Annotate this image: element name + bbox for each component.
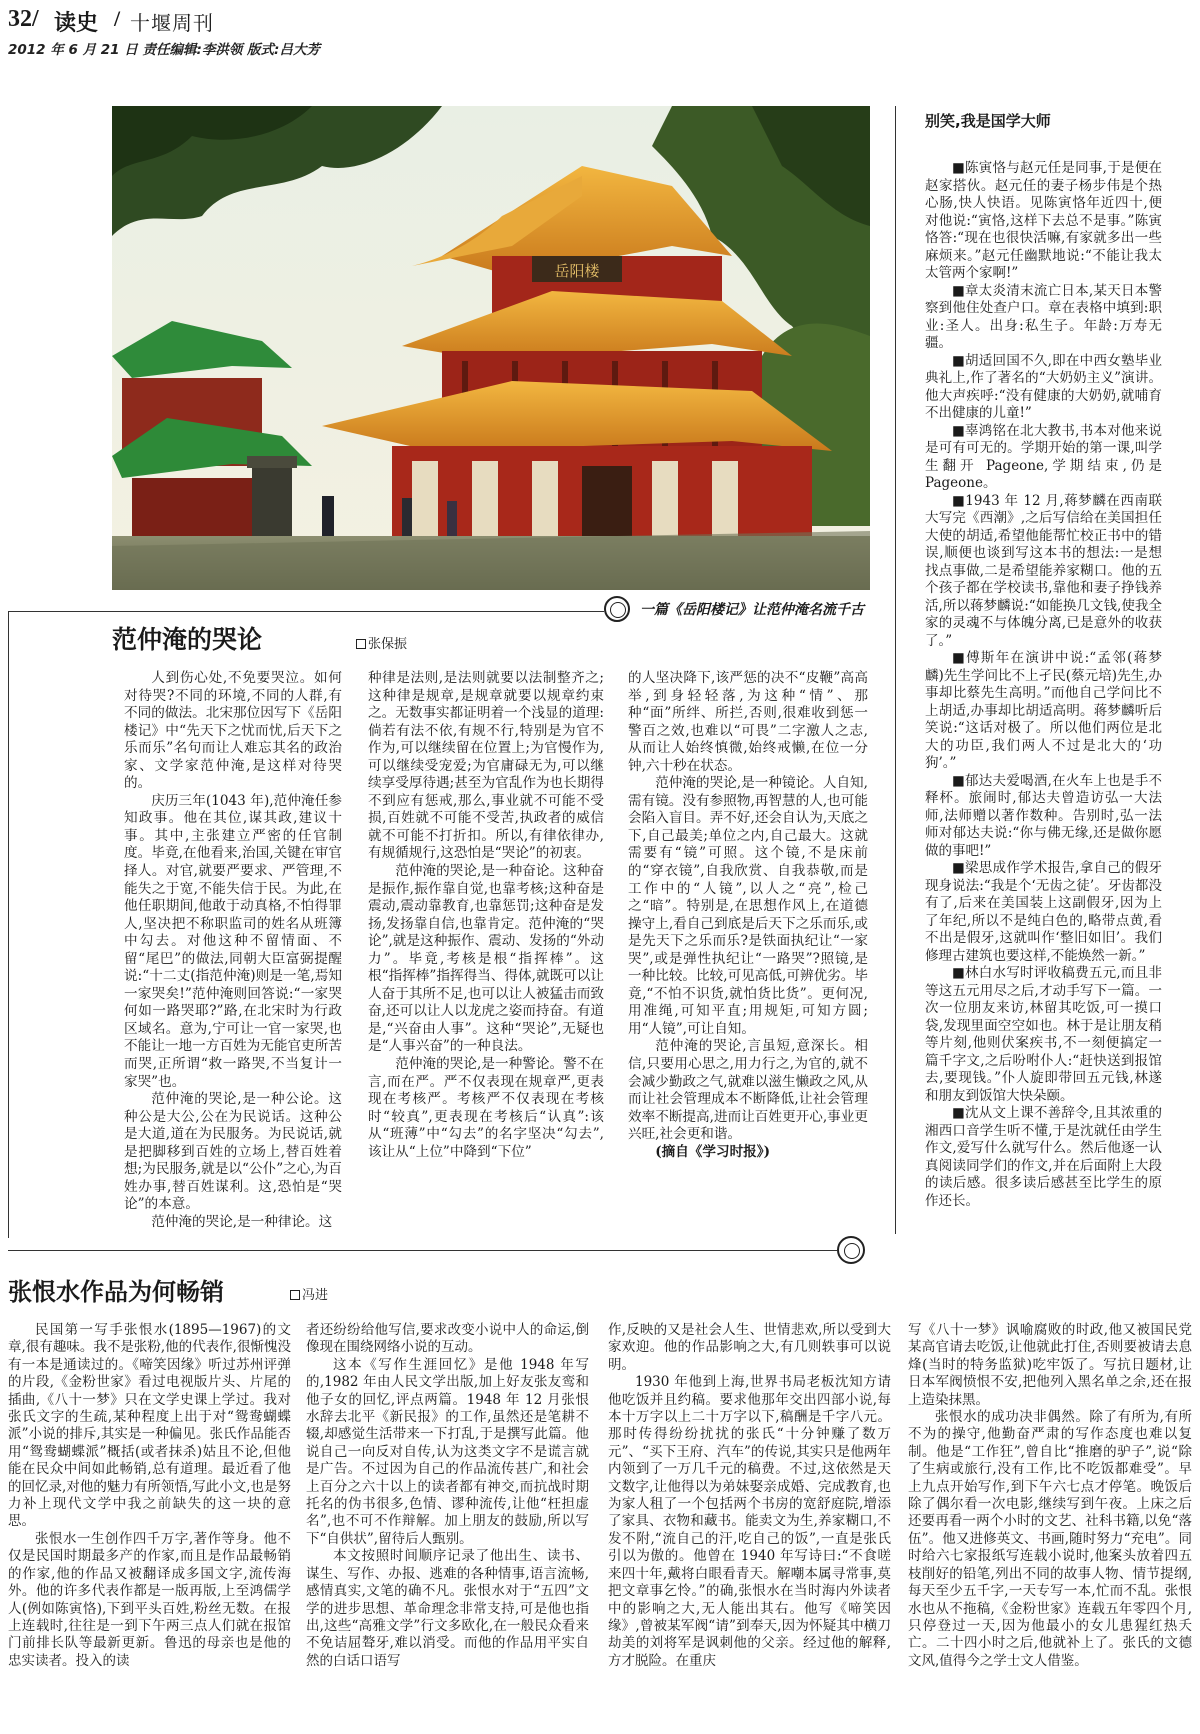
article2-column-1	[8, 1322, 291, 1670]
author-box-icon	[290, 1290, 300, 1300]
paragraph: 本文按照时间顺序记录了他出生、读书、谋生、写作、办报、逃难的各种情事,语言流畅,感情真实,文笔的确不凡。张恨水对于“五四”文学的进步思想、革命理念非常支持,可是他也指出,这些“高雅文学”行文多欧化,在一般民众看来不免诘屈聱牙,难以消受。而他的作品用平实自然的白话口语写	[306, 1548, 589, 1669]
source-note: (摘自《学习时报》)	[655, 1143, 771, 1160]
article1-column-3	[628, 670, 868, 1161]
sidebar-item-text: 胡适回国不久,即在中西女塾毕业典礼上,作了著名的“大奶奶主义”演讲。他大声疾呼:“没有健康的大奶奶,就哺育不出健康的儿童!”	[925, 352, 1162, 421]
sidebar-item: ■陈寅恪与赵元任是同事,于是便在赵家搭伙。赵元任的妻子杨步伟是个热心肠,快人快语。见陈寅恪年近四十,便对他说:“寅恪,这样下去总不是事。”陈寅恪答:“现在也很快活嘛,有家就多出一些麻烦来。”赵元任幽默地说:“不能让我太太管两个家啊!”	[925, 160, 1162, 281]
sidebar-item: ■沈从文上课不善辞令,且其浓重的湘西口音学生听不懂,于是沈就任由学生作文,爱写什么就写什么。然后他逐一认真阅读同学们的作文,并在后面附上大段的读后感。很多读后感甚至比学生的原作还长。	[925, 1105, 1162, 1209]
paragraph: 人到伤心处,不免要哭泣。如何对待哭?不同的环境,不同的人群,有不同的做法。北宋那位因写下《岳阳楼记》中“先天下之忧而忧,后天下之乐而乐”名句而让人难忘其名的政治家、文学家范仲淹,是这样对待哭的。	[124, 670, 342, 792]
paragraph: 的人坚决降下,该严惩的决不“皮鞭”高高举,到身轻轻落,为这种“情”、那种“面”所绊、所拦,否则,很难收到惩一警百之效,也难以“可畏”二字激人之志,从而让人始终慎微,始终戒懒,在位一分钟,六十秒在状态。	[628, 670, 868, 774]
sidebar-item-text: 1943 年 12 月,蒋梦麟在西南联大写完《西潮》,之后写信给在美国担任大使的胡适,希望他能帮忙校正书中的错误,顺便也谈到写这本书的想法:一是想找点事做,二是希望能养家糊口。他的五个孩子都在学校读书,靠他和妻子挣钱养活,所以蒋梦麟说:“如能换几文钱,使我全家的灵魂不与体魄分离,已是意外的收获了。”	[925, 492, 1162, 649]
paragraph: 庆历三年(1043 年),范仲淹任参知政事。他在其位,谋其政,建议十事。其中,主张建立严密的任官制度。毕竟,在他看来,治国,关键在审官择人。对官,就要严要求、严管理,不能失之于宽,不能失信于民。为此,在他任职期间,他敢于动真格,不怕得罪人,坚决把不称职监司的姓名从班簿中勾去。对他这种不留情面、不留“尾巴”的做法,同朝大臣富弼提醒说:“十二丈(指范仲淹)则是一笔,焉知一家哭矣!”范仲淹则回答说:“一家哭何如一路哭耶?”路,在北宋时为行政区域名。意为,宁可让一官一家哭,也不能让一地一方百姓为无能官吏所苦而哭,正所谓“救一路哭,不当复计一家哭”也。	[124, 792, 342, 1090]
paragraph: 者还纷纷给他写信,要求改变小说中人的命运,倒像现在围绕网络小说的互动。	[306, 1322, 589, 1356]
sidebar-item: ■林白水写时评收稿费五元,而且非等这五元用尽之后,才动手写下一篇。一次一位朋友来访,林留其吃饭,可一摸口袋,发现里面空空如也。林于是让朋友稍等片刻,他则伏案疾书,不一刻便搞定一篇千字文,之后吩咐仆人:“赶快送到报馆去,要现钱。”仆人旋即带回五元钱,林遂和朋友到饭馆大快朵颐。	[925, 965, 1162, 1104]
sidebar-item-text: 陈寅恪与赵元任是同事,于是便在赵家搭伙。赵元任的妻子杨步伟是个热心肠,快人快语。见陈寅恪年近四十,便对他说:“寅恪,这样下去总不是事。”陈寅恪答:“现在也很快活嘛,有家就多出一些麻烦来。”赵元任幽默地说:“不能让我太太管两个家啊!”	[925, 160, 1162, 281]
paragraph: 范仲淹的哭论,是一种镜论。人自知,需有镜。没有参照物,再智慧的人,也可能会陷入盲目。弄不好,还会自认为,天底之下,自己最美;单位之内,自己最大。这就需要有“镜”可照。这个镜,不是床前的“穿衣镜”,自我欣赏、自我恭敬,而是工作中的“人镜”,以人之“亮”,检己之“暗”。特别是,在思想作风上,在道德操守上,看自己到底是后天下之乐而乐,或是先天下之乐而乐?是铁面执纪让“一家哭”,或是弹性执纪让“一路哭”?照镜,是一种比较。比较,可见高低,可辨优劣。毕竟,“不怕不识货,就怕货比货”。更何况,用准绳,可知平直;用规矩,可知方圆;用“人镜”,可让自知。	[628, 775, 868, 1037]
paragraph: 这本《写作生涯回忆》是他 1948 年写的,1982 年由人民文学出版,加上好友张友鸾和他子女的回忆,评点两篇。1948 年 12 月张恨水辞去北平《新民报》的工作,虽然还是笔耕不辍,却感觉生活带来一下打乱,于是撰写此篇。他说自己一向反对自传,认为这类文字不是谎言就是广告。不过因为自己的作品流传甚广,和社会上百分之六十以上的读者都有神交,而抗战时期托名的伪书很多,色情、谬种流传,让他“枉担虚名”,也不可不作辩解。加上朋友的鼓励,所以写下“自供状”,留待后人甄别。	[306, 1356, 589, 1547]
paragraph: 1930 年他到上海,世界书局老板沈知方请他吃饭并且约稿。要求他那年交出四部小说,每本十万字以上二十万字以下,稿酬是千字八元。那时传得纷纷扰扰的张氏“十分钟赚了数万元”、“买下王府、汽车”的传说,其实只是他两年内领到了一万几千元的稿费。不过,这依然是天文数字,让他得以为弟妹娶亲成婚、完成教育,也为家人租了一个包括两个书房的宽舒庭院,增添了家具、衣物和藏书。能卖文为生,养家糊口,不发不附,“流自己的汗,吃自己的饭”,一直是张氏引以为傲的。他曾在 1940 年写诗曰:“不食嗟来四十年,戴将白眼看青天。解嘲本属寻常事,莫把文章事乞怜。”的确,张恨水在当时海内外读者中的影响之大,无人能出其右。他写《啼笑因缘》,曾被某军阀“请”到奉天,因为怀疑其中横刀劫美的刘将军是讽刺他的父亲。经过他的解释,方才脱险。在重庆	[608, 1374, 891, 1669]
sidebar-item: ■1943 年 12 月,蒋梦麟在西南联大写完《西潮》,之后写信给在美国担任大使的胡适,希望他能帮忙校正书中的错误,顺便也谈到写这本书的想法:一是想找点事做,二是希望能养家糊口。他的五个孩子都在学校读书,靠他和妻子挣钱养活,所以蒋梦麟说:“如能换几文钱,使我全家的灵魂不与体魄分离,已是意外的收获了。”	[925, 492, 1162, 649]
masthead	[8, 4, 1192, 38]
frame-right	[895, 106, 896, 1234]
paragraph: 张恨水的成功决非偶然。除了有所为,有所不为的操守,他勤奋严肃的写作态度也难以复制。他是“工作狂”,曾自比“推磨的驴子”,说“除了生病或旅行,没有工作,比不吃饭都难受”。早上九点开始写作,到下午六七点才停笔。晚饭后除了偶尔看一次电影,继续写到午夜。上床之后还要再看一两个小时的文艺、社科书籍,以免“落伍”。他又进修英文、书画,随时努力“充电”。同时给六七家报纸写连载小说时,他案头放着四五枝削好的铅笔,列出不同的故事人物、情节提纲,每天至少五千字,一天专写一本,忙而不乱。张恨水也从不拖稿,《金粉世家》连载五年零四个月,只停登过一天,因为他最小的女儿患猩红热夭亡。二十四小时之后,他就补上了。张氏的文德文风,值得今之学士文人借鉴。	[908, 1409, 1192, 1669]
article1-title: 范仲淹的哭论	[112, 625, 263, 654]
section-end-circle-icon	[837, 1236, 865, 1264]
paragraph: 范仲淹的哭论,是一种警论。警不在言,而在严。严不仅表现在规章严,更表现在考核严。考核严不仅表现在考核时“较真”,更表现在考核后“认真”:该从“班薄”中“勾去”的名字坚决“勾去”,该让从“上位”中降到“下位”	[368, 1056, 604, 1160]
caption-circle-icon	[604, 596, 630, 622]
article2-column-2	[306, 1322, 589, 1670]
sidebar-column	[925, 160, 1162, 1210]
sidebar-title: 别笑,我是国学大师	[925, 112, 1051, 130]
article2-author	[290, 1284, 328, 1303]
paragraph: 范仲淹的哭论,是一种公论。这种公是大公,公在为民说话。这种公是大道,道在为民服务。为民说话,就是把脚移到百姓的立场上,替百姓着想;为民服务,就是以“公仆”之心,为百姓办事,替百姓谋利。这,恐怕是“哭论”的本意。	[124, 1091, 342, 1213]
sidebar-item: ■章太炎清末流亡日本,某天日本警察到他住处查户口。章在表格中填到:职业:圣人。出身:私生子。年龄:万寿无疆。	[925, 282, 1162, 351]
paragraph: 张恨水一生创作四千万字,著作等身。他不仅是民国时期最多产的作家,而且是作品最畅销的作家,他的作品又被翻译成多国文字,流传海外。他的许多代表作都是一版再版,上至鸿儒学人(例如陈寅恪),下到平头百姓,粉丝无数。在报上连载时,往往是一到下午两三点人们就在报馆门前排长队等最新更新。鲁迅的母亲也是他的忠实读者。投入的读	[8, 1530, 291, 1669]
frame-bottom	[8, 1250, 837, 1251]
sidebar-item: ■傅斯年在演讲中说:“孟邻(蒋梦麟)先生学问比不上孑民(蔡元培)先生,办事却比蔡先生高明。”而他自己学问比不上胡适,办事却比胡适高明。蒋梦麟听后笑说:“这话对极了。所以他们两位是北大的功臣,我们两人不过是北大的‘功狗’。”	[925, 650, 1162, 771]
article2-column-3	[608, 1322, 891, 1670]
yueyang-tower-photo	[112, 106, 870, 590]
paragraph: 范仲淹的哭论,言虽短,意深长。相信,只要用心思之,用力行之,为官的,就不会减少勤政之气,就难以滋生懒政之风,从而让社会管理成本不断降低,让社会管理效率不断提高,进而让百姓更开心,事业更兴旺,社会更和谐。	[628, 1038, 868, 1143]
frame-left	[8, 611, 9, 1238]
paragraph: 范仲淹的哭论,是一种律论。这	[151, 1213, 333, 1230]
sidebar-item: ■辜鸿铭在北大教书,书本对他来说是可有可无的。学期开始的第一课,叫学生翻开 Pageone,学期结束,仍是 Pageone。	[925, 422, 1162, 491]
sidebar-item: ■胡适回国不久,即在中西女塾毕业典礼上,作了著名的“大奶奶主义”演讲。他大声疾呼:“没有健康的大奶奶,就哺育不出健康的儿童!”	[925, 352, 1162, 421]
sidebar-item-text: 辜鸿铭在北大教书,书本对他来说是可有可无的。学期开始的第一课,叫学生翻开 Pageone,学期结束,仍是 Pageone。	[925, 422, 1162, 491]
sidebar-item-text: 傅斯年在演讲中说:“孟邻(蒋梦麟)先生学问比不上孑民(蔡元培)先生,办事却比蔡先生高明。”而他自己学问比不上胡适,办事却比胡适高明。蒋梦麟听后笑说:“这话对极了。所以他们两位是北大的功臣,我们两人不过是北大的‘功狗’。”	[925, 650, 1162, 771]
photo-caption: 一篇《岳阳楼记》让范仲淹名流千古	[640, 602, 864, 618]
article2-column-4	[908, 1322, 1192, 1670]
masthead-slash: /	[114, 6, 121, 31]
paragraph: 民国第一写手张恨水(1895—1967)的文章,很有趣味。我不是张粉,他的代表作,很惭愧没有一本是通读过的。《啼笑因缘》听过苏州评弹的片段,《金粉世家》看过电视版片头、片尾的插曲,《八十一梦》只在文学史课上学过。我对张氏文字的生疏,某种程度上出于对“鸳鸯蝴蝶派”小说的排斥,其实是一种偏见。张氏作品能否用“鸳鸯蝴蝶派”概括(或者抹杀)姑且不论,但他能在民众中间如此畅销,总有道理。最近看了他的回忆录,对他的魅力有所领悟,写此小文,也是努力补上现代文学中我之前缺失的这一块的意思。	[8, 1322, 291, 1530]
article1-column-2	[368, 670, 604, 1161]
sidebar-item: ■梁思成作学术报告,拿自己的假牙现身说法:“我是个‘无齿之徒’。牙齿都没有了,后来在美国装上这副假牙,因为上了年纪,所以不是纯白色的,略带点黄,看不出是假牙,这就叫作‘整旧如旧’。我们修理古建筑也要这样,不能焕然一新。”	[925, 860, 1162, 964]
article2-title: 张恨水作品为何畅销	[8, 1278, 224, 1306]
sidebar-item-text: 林白水写时评收稿费五元,而且非等这五元用尽之后,才动手写下一篇。一次一位朋友来访,林留其吃饭,可一摸口袋,发现里面空空如也。林于是让朋友稍等片刻,他则伏案疾书,不一刻便搞定一篇千字文,之后吩咐仆人:“赶快送到报馆去,要现钱。”仆人旋即带回五元钱,林遂和朋友到饭馆大快朵颐。	[925, 965, 1162, 1104]
issue-credits: 2012 年 6 月 21 日 责任编辑:李洪领 版式:吕大芳	[8, 42, 320, 58]
paragraph: 范仲淹的哭论,是一种奋论。这种奋是振作,振作靠自觉,也靠考核;这种奋是震动,震动靠教育,也靠惩罚;这种奋是发扬,发扬靠自信,也靠肯定。范仲淹的“哭论”,就是这种振作、震动、发扬的“外动力”。毕竟,考核是根“指挥棒”。这根“指挥棒”指挥得当、得体,就既可以让人奋于其所不足,也可以让人被猛击而致奋,还可以让人以龙虎之姿而持奋。有道是,“兴奋由人事”。这种“哭论”,无疑也是“人事兴奋”的一种良法。	[368, 863, 604, 1055]
paragraph: 作,反映的又是社会人生、世情悲欢,所以受到大家欢迎。他的作品影响之大,有几则轶事可以说明。	[608, 1322, 891, 1373]
sidebar-item-text: 章太炎清末流亡日本,某天日本警察到他住处查户口。章在表格中填到:职业:圣人。出身:私生子。年龄:万寿无疆。	[925, 282, 1162, 351]
paragraph: 种律是法则,是法则就要以法制整齐之;这种律是规章,是规章就要以规章约束之。无数事实都证明着一个浅显的道理:倘若有法不依,有规不行,特别是为官不作为,可以继续留在位置上;为官慢作为,可以继续受宠爱;为官庸碌无为,可以继续享受厚待遇;甚至为官乱作为也长期得不到应有惩戒,那么,事业就不可能不受损,百姓就不可能不受苦,执政者的威信就不可能不打折扣。所以,有律依律办,有规循规行,这恐怕是“哭论”的初衷。	[368, 670, 604, 862]
section-name: 读史	[54, 11, 99, 36]
article1-column-1	[124, 670, 342, 1232]
paper-name: 十堰周刊	[130, 11, 214, 35]
sidebar-item-text: 梁思成作学术报告,拿自己的假牙现身说法:“我是个‘无齿之徒’。牙齿都没有了,后来在美国装上这副假牙,因为上了年纪,所以不是纯白色的,略带点黄,看不出是假牙,这就叫作‘整旧如旧’。我们修理古建筑也要这样,不能焕然一新。”	[925, 860, 1162, 964]
paragraph: 写《八十一梦》讽喻腐败的时政,他又被国民党某高官请去吃饭,让他就此打住,否则要被请去息烽(当时的特务监狱)吃牢饭了。写抗日题材,让日本军阀愤恨不安,把他列入黑名单之余,还在报上造染抹黑。	[908, 1322, 1192, 1408]
page-number: 32/	[8, 6, 39, 32]
article1-author	[356, 633, 407, 652]
article1-author-name: 张保振	[368, 637, 408, 652]
article2-author-name: 冯进	[302, 1288, 329, 1303]
plaque-text: 岳阳楼	[554, 262, 600, 280]
author-box-icon	[356, 639, 366, 649]
sidebar-item-text: 沈从文上课不善辞令,且其浓重的湘西口音学生听不懂,于是沈就任由学生作文,爱写什么就写什么。然后他逐一认真阅读同学们的作文,并在后面附上大段的读后感。很多读后感甚至比学生的原作还长。	[925, 1105, 1162, 1209]
frame-top-left	[8, 611, 604, 612]
sidebar-item-text: 郁达夫爱喝酒,在火车上也是手不释杯。旅闹时,郁达夫曾造访弘一大法师,法师赠以著作数种。告别时,弘一法师对郁达夫说:“你与佛无缘,还是做你愿做的事吧!”	[925, 772, 1162, 859]
sidebar-item: ■郁达夫爱喝酒,在火车上也是手不释杯。旅闹时,郁达夫曾造访弘一大法师,法师赠以著作数种。告别时,弘一法师对郁达夫说:“你与佛无缘,还是做你愿做的事吧!”	[925, 772, 1162, 859]
